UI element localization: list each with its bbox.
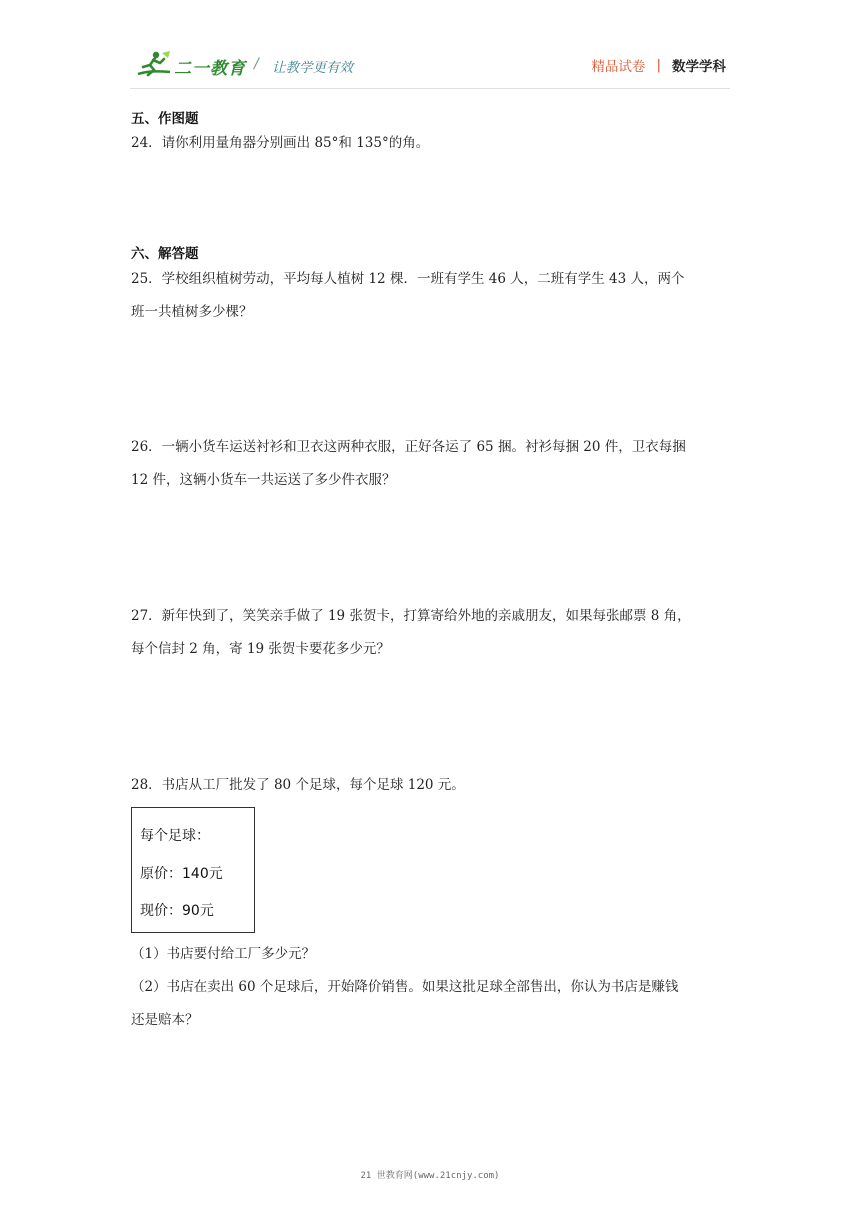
price-box-current: 现价：90元: [140, 903, 214, 919]
price-box-original: 原价：140元: [140, 866, 223, 882]
page-footer: 21 世教育网(www.21cnjy.com): [360, 1171, 500, 1181]
price-box: [131, 807, 255, 933]
question-27-line1: 27．新年快到了，笑笑亲手做了 19 张贺卡，打算寄给外地的亲戚朋友，如果每张邮票 8 角，: [131, 608, 691, 624]
section-title-drawing: 五、作图题: [131, 111, 199, 127]
header-right: [591, 55, 726, 75]
question-28-sub2-line1: （2）书店在卖出 60 个足球后，开始降价销售。如果这批足球全部售出，你认为书店是赚钱: [131, 979, 679, 995]
question-26-line1: 26．一辆小货车运送衬衫和卫衣这两种衣服，正好各运了 65 捆。衬衫每捆 20 件，卫衣每捆: [131, 439, 686, 455]
question-25-line1: 25．学校组织植树劳动，平均每人植树 12 棵．一班有学生 46 人，二班有学生 43 人，两个: [131, 271, 685, 287]
question-28-sub1: （1）书店要付给工厂多少元？: [131, 946, 316, 962]
header-label-subject: 数学学科: [672, 59, 726, 75]
price-box-heading: 每个足球：: [140, 828, 210, 844]
header-divider: [130, 88, 730, 89]
question-24: 24．请你利用量角器分别画出 85°和 135°的角。: [131, 135, 430, 151]
logo-slash: /: [254, 56, 259, 72]
question-28-line1: 28．书店从工厂批发了 80 个足球，每个足球 120 元。: [131, 777, 465, 793]
runner-logo-icon: [136, 50, 172, 78]
question-28-sub2-line2: 还是赔本？: [131, 1012, 199, 1028]
header-label-premium: 精品试卷: [591, 59, 646, 75]
section-title-answers: 六、解答题: [131, 246, 199, 262]
logo-slogan: 让教学更有效: [272, 60, 353, 76]
question-27-line2: 每个信封 2 角，寄 19 张贺卡要花多少元？: [131, 641, 390, 657]
question-25-line2: 班一共植树多少棵？: [131, 304, 253, 320]
logo-text: 二一教育: [174, 59, 246, 79]
header-separator: |: [656, 57, 661, 73]
question-26-line2: 12 件，这辆小货车一共运送了多少件衣服？: [131, 472, 396, 488]
